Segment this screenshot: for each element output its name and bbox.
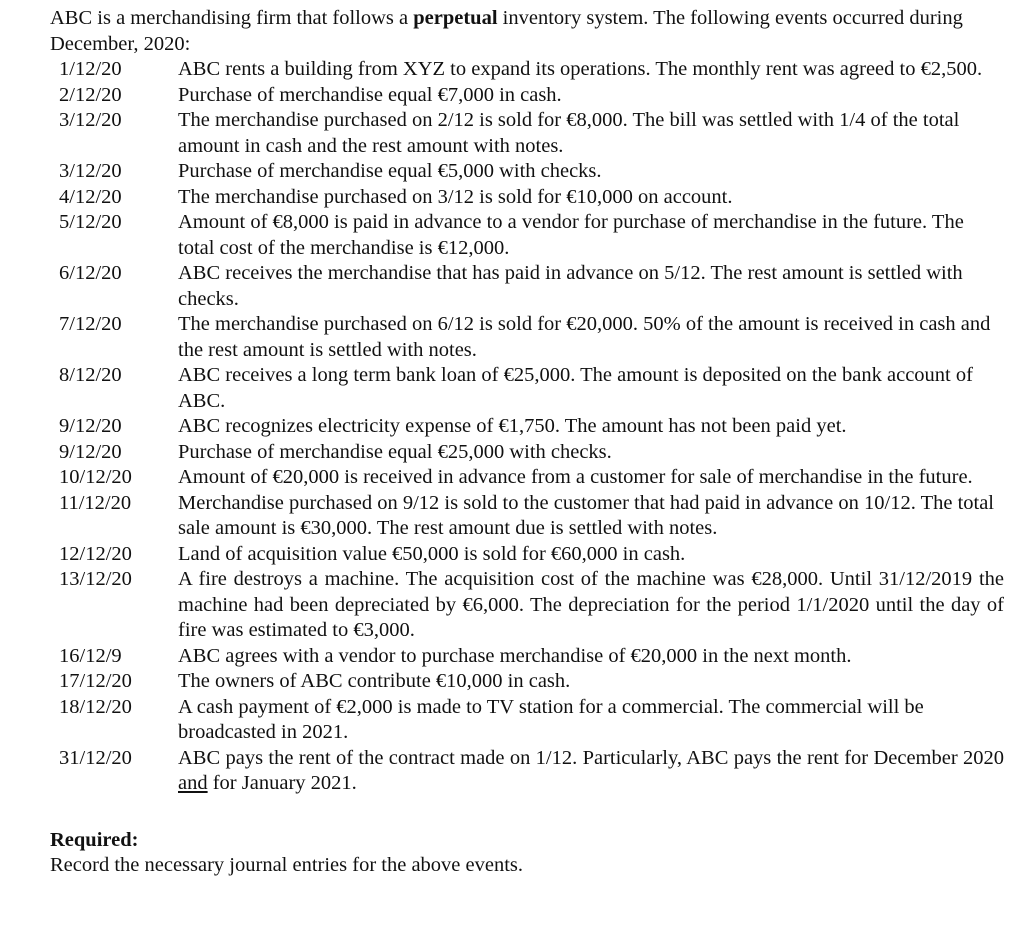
event-description: ABC agrees with a vendor to purchase merchandise of €20,000 in the next month.	[178, 644, 852, 667]
event-row	[50, 185, 1004, 211]
event-date: 31/12/20	[59, 746, 132, 769]
event-row	[50, 542, 1004, 568]
intro-text-1: ABC is a merchandising firm that follows a	[50, 7, 414, 29]
event-description: Amount of €20,000 is received in advance from a customer for sale of merchandise in the future.	[178, 466, 973, 488]
event-description: A cash payment of €2,000 is made to TV station for a commercial. The commercial will be broadcasted in 2021.	[178, 695, 924, 743]
event-row	[50, 57, 1004, 83]
event-row	[50, 363, 1004, 414]
event-date: 17/12/20	[59, 670, 132, 692]
event-date: 7/12/20	[59, 313, 122, 335]
event-date: 3/12/20	[59, 109, 122, 131]
event-description: ABC recognizes electricity expense of €1,750. The amount has not been paid yet.	[178, 415, 847, 437]
event-row	[50, 440, 1004, 466]
event-date: 13/12/20	[59, 568, 132, 590]
event-row	[50, 261, 1004, 312]
event-row	[50, 312, 1004, 363]
event-description: ABC receives the merchandise that has paid in advance on 5/12. The rest amount is settled with checks.	[178, 262, 963, 310]
event-row	[50, 567, 1004, 644]
event-date: 11/12/20	[59, 491, 132, 514]
event-row	[50, 669, 1004, 695]
event-date: 9/12/20	[59, 415, 122, 437]
event-description: ABC rents a building from XYZ to expand its operations. The monthly rent was agreed to €2,500.	[178, 58, 983, 80]
events-list	[50, 57, 1004, 797]
event-date: 6/12/20	[59, 262, 122, 284]
event-description: ABC receives a long term bank loan of €25,000. The amount is deposited on the bank account of ABC.	[178, 364, 973, 412]
event-row	[50, 644, 1004, 670]
event-description: Purchase of merchandise equal €5,000 with checks.	[178, 160, 602, 182]
event-date: 4/12/20	[59, 185, 122, 208]
event-date: 10/12/20	[59, 466, 132, 488]
event-date: 16/12/9	[59, 644, 122, 667]
event-date: 12/12/20	[59, 542, 132, 565]
event-row	[50, 491, 1004, 542]
intro-bold-word: perpetual	[413, 7, 498, 29]
event-description: Purchase of merchandise equal €7,000 in cash.	[178, 83, 562, 106]
event-date: 1/12/20	[59, 58, 122, 80]
event-description: The merchandise purchased on 6/12 is sold for €20,000. 50% of the amount is received in cash and the rest amount is settled with notes.	[178, 313, 991, 361]
event-row	[50, 414, 1004, 440]
event-row	[50, 465, 1004, 491]
event-date: 8/12/20	[59, 364, 122, 386]
intro-paragraph	[50, 6, 1004, 57]
event-row	[50, 695, 1004, 746]
event-row	[50, 108, 1004, 159]
last-event-text-1: ABC pays the rent of the contract made on 1/12. Particularly, ABC pays the rent for December 2020	[178, 746, 1004, 769]
required-heading: Required:	[50, 828, 139, 851]
event-description: The merchandise purchased on 3/12 is sold for €10,000 on account.	[178, 185, 733, 208]
event-row-last	[50, 746, 1004, 797]
event-date: 9/12/20	[59, 440, 122, 463]
event-date: 3/12/20	[59, 160, 122, 182]
underlined-word: and	[178, 772, 208, 794]
event-description: Land of acquisition value €50,000 is sold for €60,000 in cash.	[178, 542, 686, 565]
event-description: Merchandise purchased on 9/12 is sold to the customer that had paid in advance on 10/12. The total sale amount is €30,000. The rest amount due is settled with notes.	[178, 491, 995, 539]
event-description: Purchase of merchandise equal €25,000 with checks.	[178, 440, 612, 463]
event-date: 2/12/20	[59, 83, 122, 106]
intro-text-2: inventory system. The following events occurred during December, 2020:	[50, 7, 963, 55]
required-instruction: Record the necessary journal entries for the above events.	[50, 854, 524, 876]
event-row	[50, 83, 1004, 109]
required-section	[50, 828, 1004, 879]
event-date: 5/12/20	[59, 211, 122, 233]
event-description: The owners of ABC contribute €10,000 in cash.	[178, 670, 571, 692]
last-event-text-2: for January 2021.	[207, 772, 357, 794]
event-description: The merchandise purchased on 2/12 is sold for €8,000. The bill was settled with 1/4 of the total amount in cash and the rest amount with notes.	[178, 109, 960, 157]
event-row	[50, 210, 1004, 261]
event-date: 18/12/20	[59, 695, 132, 718]
event-description: A fire destroys a machine. The acquisition cost of the machine was €28,000. Until 31/12/2019 the machine had been depreciated by €6,000. The depreciation for the period 1/1/2020 until the day of fire was estimated to €3,000.	[178, 568, 1004, 641]
event-description	[178, 746, 1004, 797]
event-description: Amount of €8,000 is paid in advance to a vendor for purchase of merchandise in the future. The total cost of the merchandise is €12,000.	[178, 211, 964, 259]
event-row	[50, 159, 1004, 185]
